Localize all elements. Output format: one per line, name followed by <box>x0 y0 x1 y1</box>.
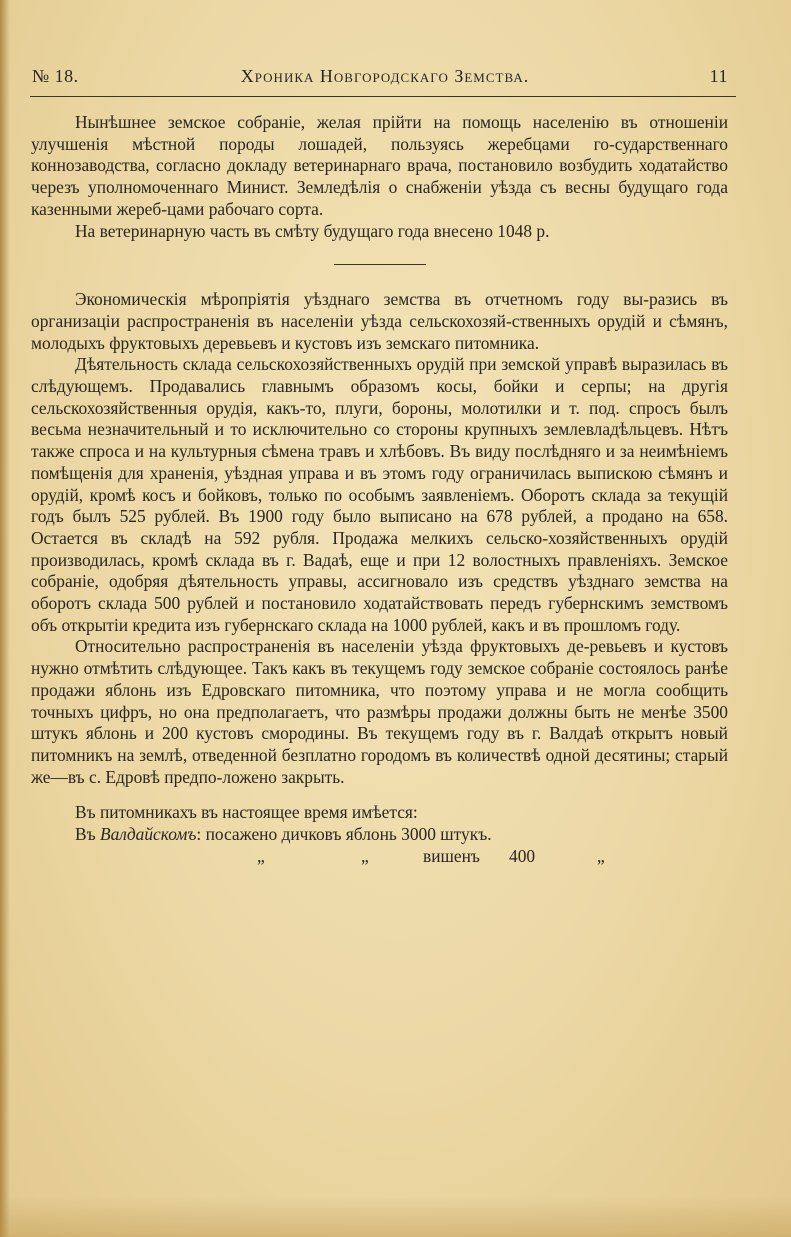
issue-number: № 18. <box>32 66 79 86</box>
body-text <box>31 112 728 868</box>
paragraph-horses: Нынѣшнее земское собраніе, желая прійти на помощь населенію въ отношеніи улучшенія мѣстной породы лошадей, пользуясь жеребцами го-сударственнаго коннозаводства, согласно докладу ветеринарнаго врача, постановило возбудить ходатайство черезъ уполномоченнаго Минист. Земледѣлія о снабженіи уѣзда съ весны будущаго года казенными жереб-цами рабочаго сорта. <box>31 112 728 219</box>
ditto-mark: „ <box>257 845 265 866</box>
spacer <box>31 788 728 802</box>
paragraph-valdai-nursery <box>31 824 728 846</box>
page-number: 11 <box>709 66 728 86</box>
paragraph-economic: Экономическія мѣропріятія уѣзднаго земства въ отчетномъ году вы-разись въ организаціи распространенія въ населеніи уѣзда сельскохозяй-ственныхъ орудій и сѣмянъ, молодыхъ фруктовыхъ деревьевъ и кустовъ изъ земскаго питомника. <box>31 289 728 353</box>
paragraph-nurseries: Въ питомникахъ въ настоящее время имѣется: <box>75 802 418 823</box>
ditto-mark: „ <box>361 845 369 866</box>
cherry-row <box>31 846 728 868</box>
paragraph-fruit-trees: Относительно распространенія въ населеніи уѣзда фруктовыхъ де-ревьевъ и кустовъ нужно отмѣтить слѣдующее. Такъ какъ въ текущемъ году земское собраніе состоялось ранѣе продажи яблонь изъ Едровскаго питомника, что поэтому управа и не могла сообщить точныхъ цифръ, но она предполагаетъ, что размѣры продажи должны быть не менѣе 3500 штукъ яблонь и 200 кустовъ смородины. Въ текущемъ году въ г. Валдаѣ открытъ новый питомникъ на землѣ, отведенной безплатно городомъ въ количествѣ одной десятины; старый же—въ с. Едровѣ предпо-ложено закрыть. <box>31 636 728 787</box>
header-title: Хроника Новгородскаго Земства. <box>240 66 530 86</box>
ditto-mark: „ <box>597 845 605 866</box>
header-rule <box>30 96 736 97</box>
page-edge-shadow <box>0 0 10 1237</box>
text-rest: : посажено дичковъ яблонь 3000 штукъ. <box>196 824 492 845</box>
item-qty: 400 <box>509 845 536 866</box>
item-cherry: вишенъ <box>423 845 480 866</box>
running-header <box>32 66 738 94</box>
place-name: Валдайскомъ <box>99 824 197 845</box>
section-separator <box>334 264 426 265</box>
paragraph-vet-budget: На ветеринарную часть въ смѣту будущаго года внесено 1048 р. <box>75 220 550 241</box>
text-prefix: Въ <box>75 824 100 845</box>
page-bottom-stain <box>0 1197 791 1237</box>
paragraph-warehouse: Дѣятельность склада сельскохозяйственныхъ орудій при земской управѣ выразилась въ слѣдующемъ. Продавались главнымъ образомъ косы, бойки и серпы; на другія сельскохозяйственныя орудія, какъ-то, плуги, бороны, молотилки и т. под. спросъ былъ весьма незначительный и то исключительно со стороны крупныхъ землевладѣльцевъ. Нѣтъ также спроса и на культурныя сѣмена травъ и хлѣбовъ. Въ виду послѣдняго и за неимѣніемъ помѣщенія для храненія, уѣздная управа и въ этомъ году ограничилась выпискою сѣмянъ и орудій, кромѣ косъ и бойковъ, только по особымъ заявленіемъ. Оборотъ склада за текущій годъ былъ 525 рублей. Въ 1900 году было выписано на 678 рублей, а продано на 658. Остается въ складѣ на 592 рубля. Продажа мелкихъ сельско-хозяйственныхъ орудій производилась, кромѣ склада въ г. Вадаѣ, еще и при 12 волостныхъ правленіяхъ. Земское собраніе, одобряя дѣятельность управы, ассигновало изъ средствъ уѣзднаго земства на оборотъ склада 500 рублей и постановило ходатайствовать передъ губернскимъ земствомъ объ открытіи кредита изъ губернскаго склада на 1000 рублей, какъ и въ прошломъ году. <box>31 354 728 635</box>
